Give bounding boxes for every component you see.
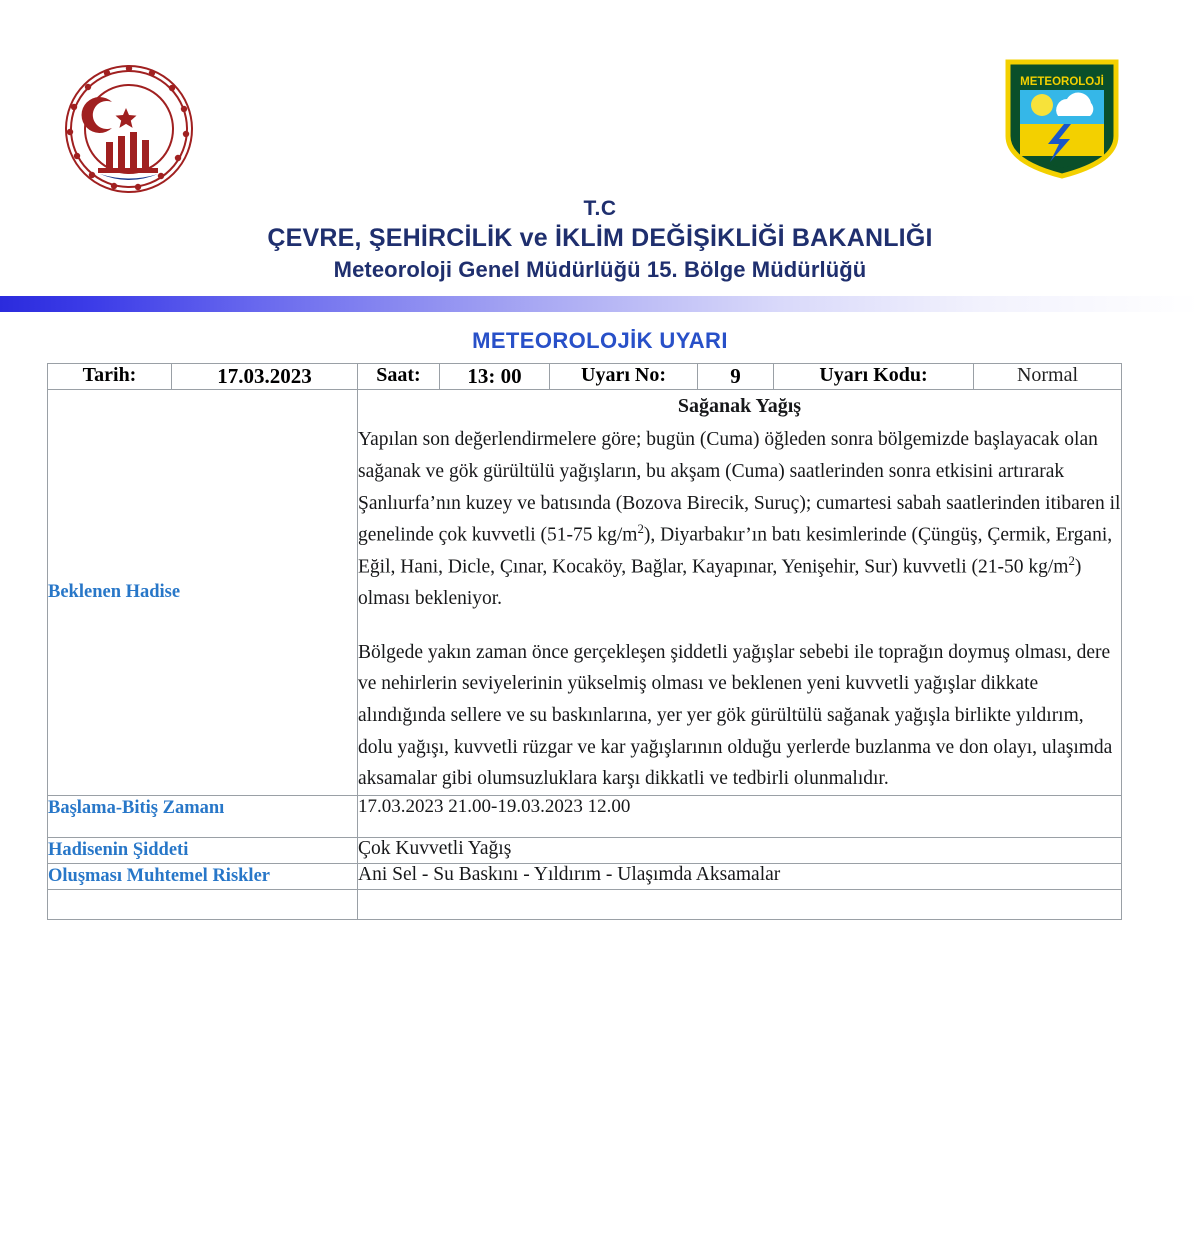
- event-p1-part1: Yapılan son değerlendirmelere göre; bugün (Cuma) öğleden sonra bölgemizde başlayacak olan sağanak ve gök gürültülü yağışların, bu akşam (Cuma) saatlerinden sonra etkisini artırarak Şanlıurfa’nın kuzey ve batısında (Bozova Birecik, Suruç); cumartesi sabah saatlerinden itibaren il genelinde çok kuvvetli (51-75 kg/m: [358, 429, 1121, 546]
- event-paragraph-2: Bölgede yakın zaman önce gerçekleşen şiddetli yağışlar sebebi ile toprağın doymuş olması, dere ve nehirlerin seviyelerinin yükselmiş olması ve beklenen yeni kuvvetli yağışlar dikkate alındığında sellere ve su baskınlarına, yer yer gök gürültülü sağanak yağışla birlikte yıldırım, dolu yağışı, kuvvetli rüzgar ve kar yağışlarının olduğu yerlerde buzlanma ve don olayı, ulaşımda aksamalar gibi olumsuzluklara karşı dikkatli ve tedbirli olunmalıdır.: [358, 641, 1113, 790]
- table-row-partial: [48, 889, 1122, 919]
- warning-table-wrapper: [47, 363, 1121, 920]
- risks-label: Oluşması Muhtemel Riskler: [48, 863, 358, 889]
- risks-value: Ani Sel - Su Baskını - Yıldırım - Ulaşımda Aksamalar: [358, 863, 1122, 889]
- expected-event-content: [358, 390, 1122, 796]
- date-label: Tarih:: [48, 364, 172, 390]
- start-end-label: Başlama-Bitiş Zamanı: [48, 795, 358, 837]
- header-titles: [0, 196, 1200, 284]
- partial-label-cell: [48, 889, 358, 919]
- meteoroloji-logo-icon: [1002, 58, 1122, 180]
- warning-table: [47, 363, 1122, 920]
- table-row-expected-event: [48, 390, 1122, 796]
- date-value: 17.03.2023: [172, 364, 358, 390]
- document-header: [0, 0, 1200, 300]
- partial-value-cell: [358, 889, 1122, 919]
- header-divider: [0, 296, 1200, 312]
- event-p1-sup2: 2: [1068, 554, 1075, 569]
- event-p1-part3: ) olması bekleniyor.: [358, 556, 1082, 610]
- warning-code-value: Normal: [974, 364, 1122, 390]
- time-label: Saat:: [358, 364, 440, 390]
- time-value: 13: 00: [440, 364, 550, 390]
- svg-text:METEOROLOJİ: METEOROLOJİ: [1020, 76, 1104, 88]
- start-end-value: 17.03.2023 21.00-19.03.2023 12.00: [358, 795, 1122, 837]
- department-name: Meteoroloji Genel Müdürlüğü 15. Bölge Müdürlüğü: [333, 256, 867, 282]
- severity-value: Çok Kuvvetli Yağış: [358, 837, 1122, 863]
- event-heading: Sağanak Yağış: [677, 395, 802, 417]
- warning-code-label: Uyarı Kodu:: [774, 364, 974, 390]
- tc-label: T.C: [583, 197, 617, 220]
- table-row-severity: [48, 837, 1122, 863]
- event-paragraph-1: [358, 424, 1121, 614]
- ministry-name: ÇEVRE, ŞEHİRCİLİK ve İKLİM DEĞİŞİKLİĞİ BAKANLIĞI: [267, 224, 933, 253]
- table-row-meta: [48, 364, 1122, 390]
- turkey-ministry-emblem-icon: [62, 62, 196, 196]
- table-row-risks: [48, 863, 1122, 889]
- warning-no-label: Uyarı No:: [550, 364, 698, 390]
- page-title: METEOROLOJİK UYARI: [472, 328, 728, 353]
- severity-label: Hadisenin Şiddeti: [48, 837, 358, 863]
- event-p1-sup1: 2: [637, 522, 644, 537]
- event-p1-part2: ), Diyarbakır’ın batı kesimlerinde (Çüngüş, Çermik, Ergani, Eğil, Hani, Dicle, Çınar, Kocaköy, Bağlar, Kayapınar, Yenişehir, Sur) kuvvetli (21-50 kg/m: [358, 524, 1113, 578]
- expected-event-label: Beklenen Hadise: [48, 390, 358, 796]
- warning-no-value: 9: [698, 364, 774, 390]
- table-row-start-end: [48, 795, 1122, 837]
